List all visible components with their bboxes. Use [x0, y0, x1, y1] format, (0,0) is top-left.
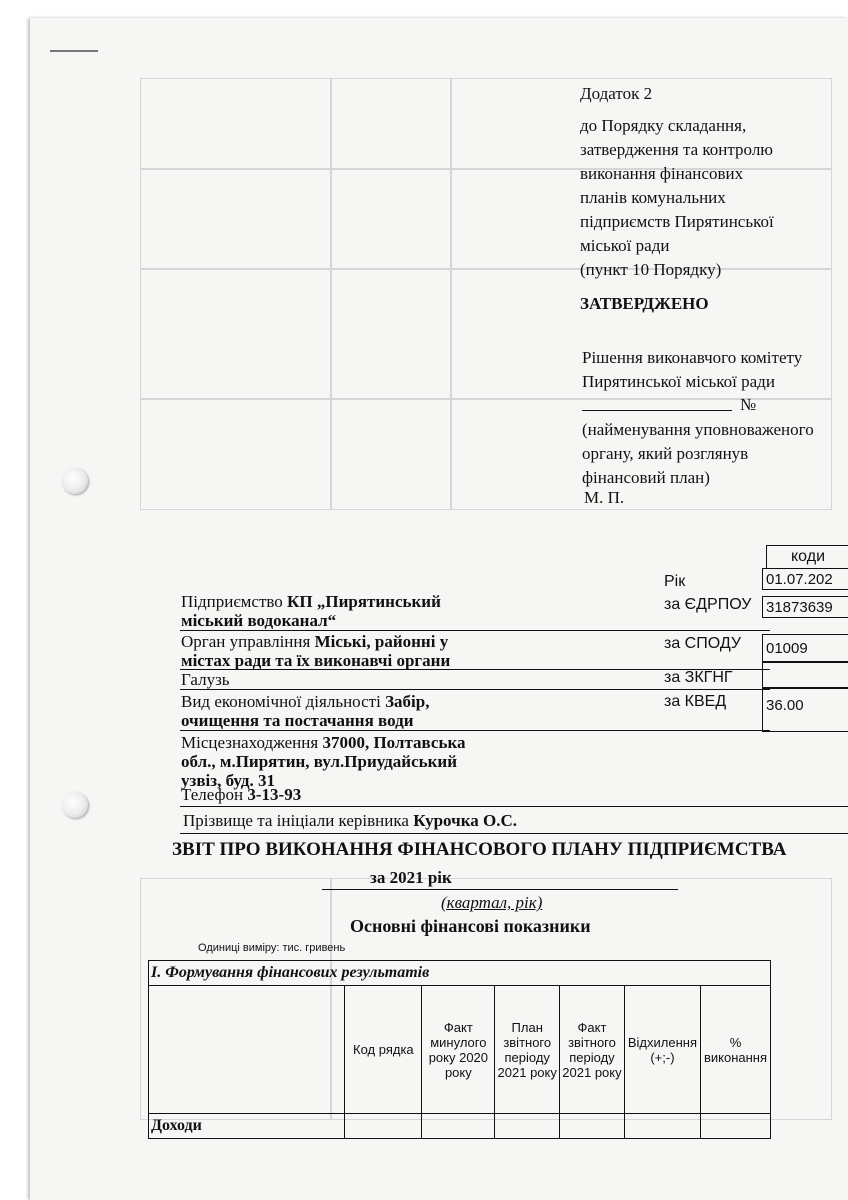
location-value-cont: узвіз, буд. 31 [181, 771, 275, 790]
punch-hole [62, 468, 88, 494]
decision-line: Рішення виконавчого комітету [582, 348, 803, 367]
codes-header: коди [766, 545, 848, 568]
enterprise-name: КП „Пирятинський [287, 592, 441, 611]
addendum-line: до Порядку складання, [580, 116, 747, 135]
authority-label: Орган управління [181, 632, 311, 651]
addendum-block [580, 82, 848, 282]
activity-rule [180, 730, 770, 731]
addendum-line: міської ради [580, 236, 670, 255]
phone-value: 3-13-93 [247, 785, 302, 804]
phone-row [181, 785, 301, 804]
activity-value-cont: очищення та постачання води [181, 711, 414, 730]
table-cell [701, 1114, 771, 1139]
period-note: (квартал, рік) [441, 893, 543, 912]
location-value-cont: обл., м.Пирятин, вул.Приудайський [181, 752, 457, 771]
code-value-spodu: 01009 [762, 634, 848, 662]
column-header-percent: % виконання [701, 986, 771, 1114]
column-header-deviation: Відхилення (+;-) [624, 986, 700, 1114]
phone-label: Телефон [181, 785, 244, 804]
approval-decision [582, 346, 848, 394]
location-label: Місцезнаходження [181, 733, 319, 752]
head-row [183, 810, 517, 832]
table-cell [345, 1114, 422, 1139]
code-label-spodu: за СПОДУ [664, 635, 742, 652]
code-value-year: 01.07.202 [762, 568, 848, 590]
head-name: Курочка О.С. [413, 811, 517, 830]
enterprise-name-cont: міський водоканал“ [181, 611, 337, 630]
addendum-line: Додаток 2 [580, 84, 653, 103]
authority-row [181, 632, 651, 670]
note-line: фінансовий план) [582, 468, 710, 487]
note-line: (найменування уповноваженого [582, 420, 814, 439]
code-label-kved: за КВЕД [664, 693, 727, 710]
enterprise-rule [180, 630, 770, 631]
bleed-through-line [330, 78, 332, 510]
addendum-line: виконання фінансових [580, 164, 744, 183]
authority-value-cont: містах ради та їх виконавчі органи [181, 651, 451, 670]
table-cell [422, 1114, 495, 1139]
activity-label: Вид економічної діяльності [181, 692, 381, 711]
head-label: Прізвище та ініціали керівника [183, 811, 409, 830]
enterprise-row [181, 592, 651, 630]
punch-hole [62, 792, 88, 818]
report-subtitle: Основні фінансові показники [350, 916, 591, 936]
authority-value: Міські, районні у [314, 632, 449, 651]
addendum-line: планів комунальних [580, 188, 726, 207]
financial-results-table [148, 960, 771, 1139]
column-header-plan: План звітного періоду 2021 року [495, 986, 560, 1114]
branch-label: Галузь [181, 670, 230, 689]
period-rule [322, 889, 678, 890]
column-header-prev-fact: Факт минулого року 2020 року [422, 986, 495, 1114]
number-sign: № [740, 395, 757, 414]
code-value-edrpou: 31873639 [762, 596, 848, 618]
enterprise-label: Підприємство [181, 592, 283, 611]
activity-value: Забір, [385, 692, 430, 711]
table-cell [624, 1114, 700, 1139]
location-value: 37000, Полтавська [322, 733, 466, 752]
activity-row [181, 692, 661, 730]
note-line: органу, який розглянув [582, 444, 749, 463]
addendum-line: підприємств Пирятинської [580, 212, 774, 231]
income-row-label: Доходи [149, 1114, 345, 1139]
approval-heading: ЗАТВЕРДЖЕНО [580, 294, 709, 313]
addendum-line: затвердження та контролю [580, 140, 774, 159]
phone-rule [180, 806, 848, 807]
section-title: І. Формування фінансових результатів [149, 961, 771, 986]
code-value-zkgng [762, 662, 848, 688]
corner-mark [50, 50, 98, 52]
code-value-kved: 36.00 [762, 688, 848, 732]
code-label-year: Рік [664, 573, 686, 590]
seal-mark: М. П. [584, 488, 625, 507]
branch-rule [180, 689, 770, 690]
bleed-through-line [450, 78, 452, 510]
units-note: Одиниці виміру: тис. гривень [198, 942, 346, 954]
decision-line: Пирятинської міської ради [582, 372, 775, 391]
column-header-indicator [149, 986, 345, 1114]
bleed-through-line [140, 398, 832, 400]
location-row [181, 733, 661, 790]
report-period: за 2021 рік [370, 868, 452, 887]
approval-note [582, 418, 848, 490]
head-rule [180, 833, 848, 834]
report-title: ЗВІТ ПРО ВИКОНАННЯ ФІНАНСОВОГО ПЛАНУ ПІДПРИЄМСТВА [172, 839, 787, 860]
addendum-line: (пункт 10 Порядку) [580, 260, 722, 279]
code-label-edrpou: за ЄДРПОУ [664, 596, 752, 613]
table-cell [495, 1114, 560, 1139]
column-header-code: Код рядка [345, 986, 422, 1114]
table-cell [560, 1114, 625, 1139]
authority-rule [180, 669, 770, 670]
column-header-fact: Факт звітного періоду 2021 року [560, 986, 625, 1114]
code-label-zkgng: за ЗКГНГ [664, 669, 733, 686]
decision-number-line [582, 410, 732, 411]
